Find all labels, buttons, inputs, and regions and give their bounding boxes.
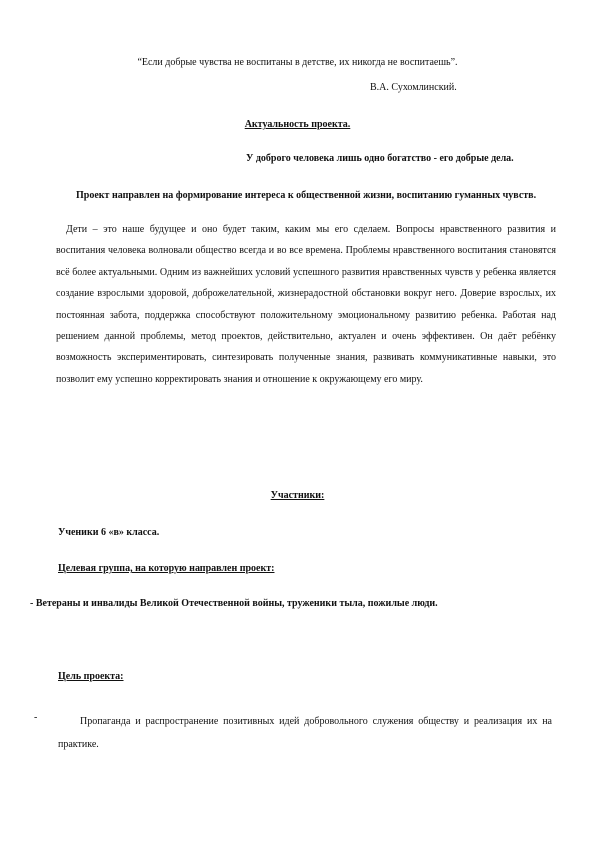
- epigraph-quote: “Если добрые чувства не воспитаны в детстве, их никогда не воспитаешь”.: [137, 57, 458, 68]
- relevance-body: Дети – это наше будущее и оно будет таким, каким мы его сделаем. Вопросы нравственного развития и воспитания человека волновали общество всегда и во все времена. Проблемы нравственного воспитания становятся всё более актуальными. Одним из важнейших условий успешного развития нравственных чувств у ребенка является создание взрослыми здоровой, доброжелательной, жизнерадостной обстановки вокруг него. Доверие взрослых, их постоянная забота, поддержка способствуют положительному эмоциональному развитию ребенка. Работая над решением данной проблемы, метод проектов, действительно, актуален и очень эффективен. Он даёт ребёнку возможность экспериментировать, синтезировать полученные знания, развивать коммуникативные навыки, это позволит ему успешно корректировать знания и отношение к окружающему его миру.: [56, 224, 556, 385]
- target-group-heading: Целевая группа, на которую направлен проект:: [58, 563, 275, 574]
- goal-text: Пропаганда и распространение позитивных идей добровольного служения обществу и реализация их на практике.: [58, 716, 552, 750]
- relevance-heading: Актуальность проекта.: [244, 119, 351, 130]
- goal-heading: Цель проекта:: [58, 671, 124, 682]
- epigraph-author: В.А. Сухомлинский.: [370, 82, 457, 93]
- participants-heading: Участники:: [270, 490, 325, 501]
- motto: У доброго человека лишь одно богатство - его добрые дела.: [246, 153, 514, 164]
- participants-text: Ученики 6 «в» класса.: [58, 527, 160, 538]
- target-group-text: - Ветераны и инвалиды Великой Отечественной войны, труженики тыла, пожилые люди.: [30, 598, 438, 609]
- intro-paragraph: Проект направлен на формирование интереса к общественной жизни, воспитанию гуманных чувств.: [76, 190, 537, 201]
- goal-bullet: -: [34, 712, 38, 723]
